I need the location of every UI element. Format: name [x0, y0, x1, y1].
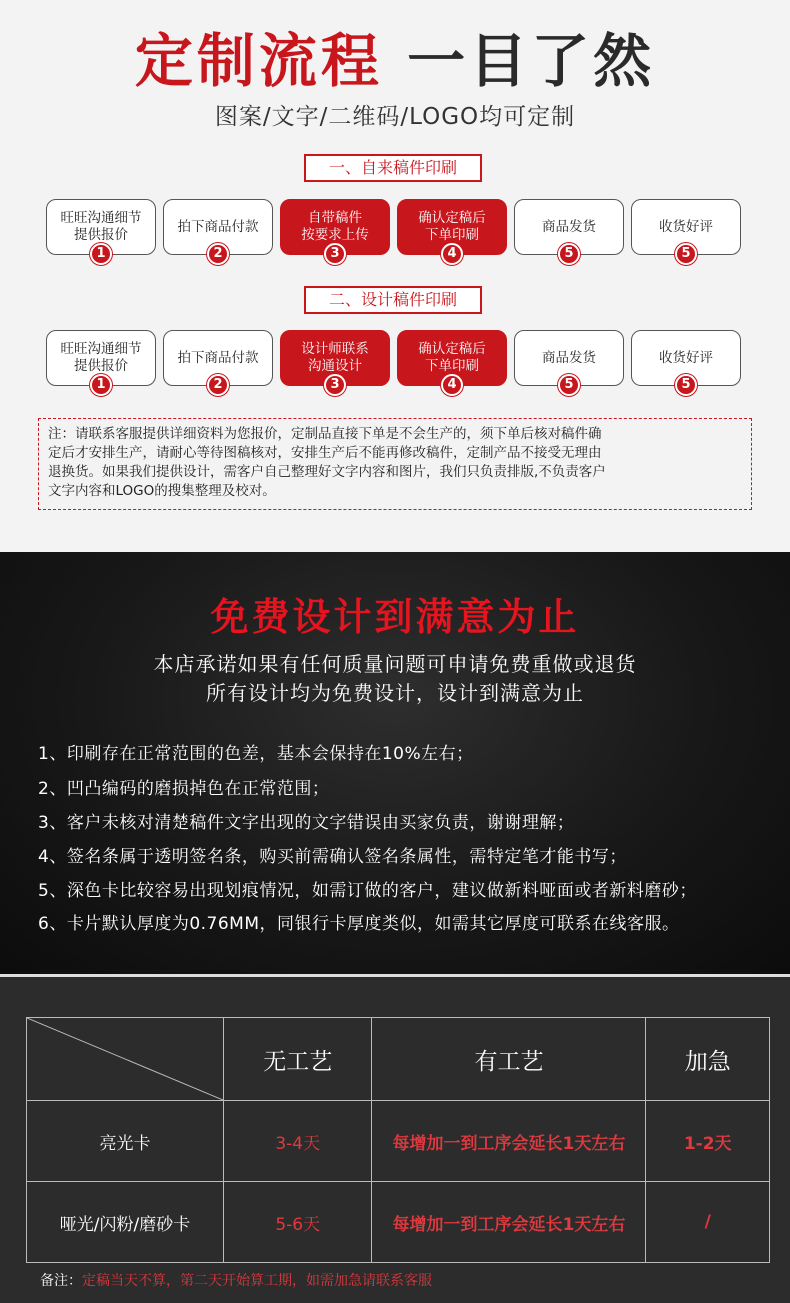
design-artwork-label: 二、设计稿件印刷	[304, 286, 482, 314]
rule-item: 2、凹凸编码的磨损掉色在正常范围；	[38, 779, 330, 799]
row-rush-days: /	[646, 1182, 770, 1263]
step-number-badge: 5	[675, 374, 697, 396]
self-artwork-label: 一、自来稿件印刷	[304, 154, 482, 182]
process-step-label: 设计师联系 沟通设计	[301, 341, 369, 374]
step-number-badge: 1	[90, 243, 112, 265]
timeline-section	[0, 974, 790, 1303]
remark-label: 备注：	[40, 1273, 82, 1289]
header-rush: 加急	[646, 1018, 770, 1101]
remark	[40, 1270, 432, 1290]
process-step-label: 收货好评	[659, 349, 713, 366]
process-step-label: 确认定稿后 下单印刷	[418, 210, 486, 243]
process-step-label: 商品发货	[542, 218, 596, 235]
table-header-row	[27, 1018, 770, 1101]
process-step-label: 旺旺沟通细节 提供报价	[60, 210, 142, 243]
step-number-badge: 5	[558, 374, 580, 396]
row-card-type: 哑光/闪粉/磨砂卡	[27, 1182, 224, 1263]
notice-box	[38, 418, 752, 510]
notice-line: 退换货。如果我们提供设计，需客户自己整理好文字内容和图片，我们只负责排版,不负责客户	[48, 464, 606, 480]
process-step-label: 商品发货	[542, 349, 596, 366]
remark-text: 定稿当天不算，第二天开始算工期，如需加急请联系客服	[82, 1273, 432, 1289]
step-number-badge: 5	[558, 243, 580, 265]
row-craft-days: 每增加一到工序会延长1天左右	[372, 1182, 646, 1263]
process-step-label: 确认定稿后 下单印刷	[418, 341, 486, 374]
rule-item: 6、卡片默认厚度为0.76MM，同银行卡厚度类似，如需其它厚度可联系在线客服。	[38, 914, 680, 934]
table-row	[27, 1182, 770, 1263]
process-step-label: 收货好评	[659, 218, 713, 235]
step-number-badge: 4	[441, 374, 463, 396]
title-dark-part: 一目了然	[407, 27, 656, 95]
header-no-craft: 无工艺	[224, 1018, 372, 1101]
row-no-craft-days: 3-4天	[224, 1101, 372, 1182]
free-design-section	[0, 552, 790, 974]
page-subtitle: 图案/文字/二维码/LOGO均可定制	[214, 104, 576, 130]
diagonal-line	[27, 1018, 223, 1100]
notice-line: 文字内容和LOGO的搜集整理及校对。	[48, 483, 276, 499]
process-step-label: 拍下商品付款	[177, 218, 259, 235]
row-no-craft-days: 5-6天	[224, 1182, 372, 1263]
step-number-badge: 3	[324, 374, 346, 396]
row-craft-days: 每增加一到工序会延长1天左右	[372, 1101, 646, 1182]
title-red-part: 定制流程	[134, 27, 383, 95]
step-number-badge: 3	[324, 243, 346, 265]
step-number-badge: 2	[207, 243, 229, 265]
rule-item: 5、深色卡比较容易出现划痕情况，如需订做的客户，建议做新料哑面或者新料磨砂；	[38, 881, 697, 901]
process-step-label: 拍下商品付款	[177, 349, 259, 366]
step-number-badge: 1	[90, 374, 112, 396]
diagonal-corner-cell	[27, 1018, 224, 1101]
step-number-badge: 2	[207, 374, 229, 396]
step-number-badge: 5	[675, 243, 697, 265]
notice-line: 注：请联系客服提供详细资料为您报价，定制品直接下单是不会生产的，须下单后核对稿件确	[48, 426, 602, 442]
promise-line-1: 本店承诺如果有任何质量问题可申请免费重做或退货	[153, 652, 637, 676]
process-section	[0, 0, 790, 552]
process-step-label: 自带稿件 按要求上传	[301, 210, 369, 243]
free-design-title: 免费设计到满意为止	[210, 595, 580, 639]
table-row	[27, 1101, 770, 1182]
timeline-table	[26, 1017, 770, 1263]
notice-line: 定后才安排生产，请耐心等待图稿核对，安排生产后不能再修改稿件，定制产品不接受无理由	[48, 445, 602, 461]
rule-item: 4、签名条属于透明签名条，购买前需确认签名条属性，需特定笔才能书写；	[38, 847, 627, 867]
row-rush-days: 1-2天	[646, 1101, 770, 1182]
process-step-label: 旺旺沟通细节 提供报价	[60, 341, 142, 374]
rule-item: 3、客户未核对清楚稿件文字出现的文字错误由买家负责，谢谢理解；	[38, 813, 575, 833]
promise-line-2: 所有设计均为免费设计，设计到满意为止	[206, 681, 584, 705]
row-card-type: 亮光卡	[27, 1101, 224, 1182]
page-title	[0, 14, 790, 98]
step-number-badge: 4	[441, 243, 463, 265]
rule-item: 1、印刷存在正常范围的色差，基本会保持在10%左右；	[38, 744, 474, 764]
header-with-craft: 有工艺	[372, 1018, 646, 1101]
